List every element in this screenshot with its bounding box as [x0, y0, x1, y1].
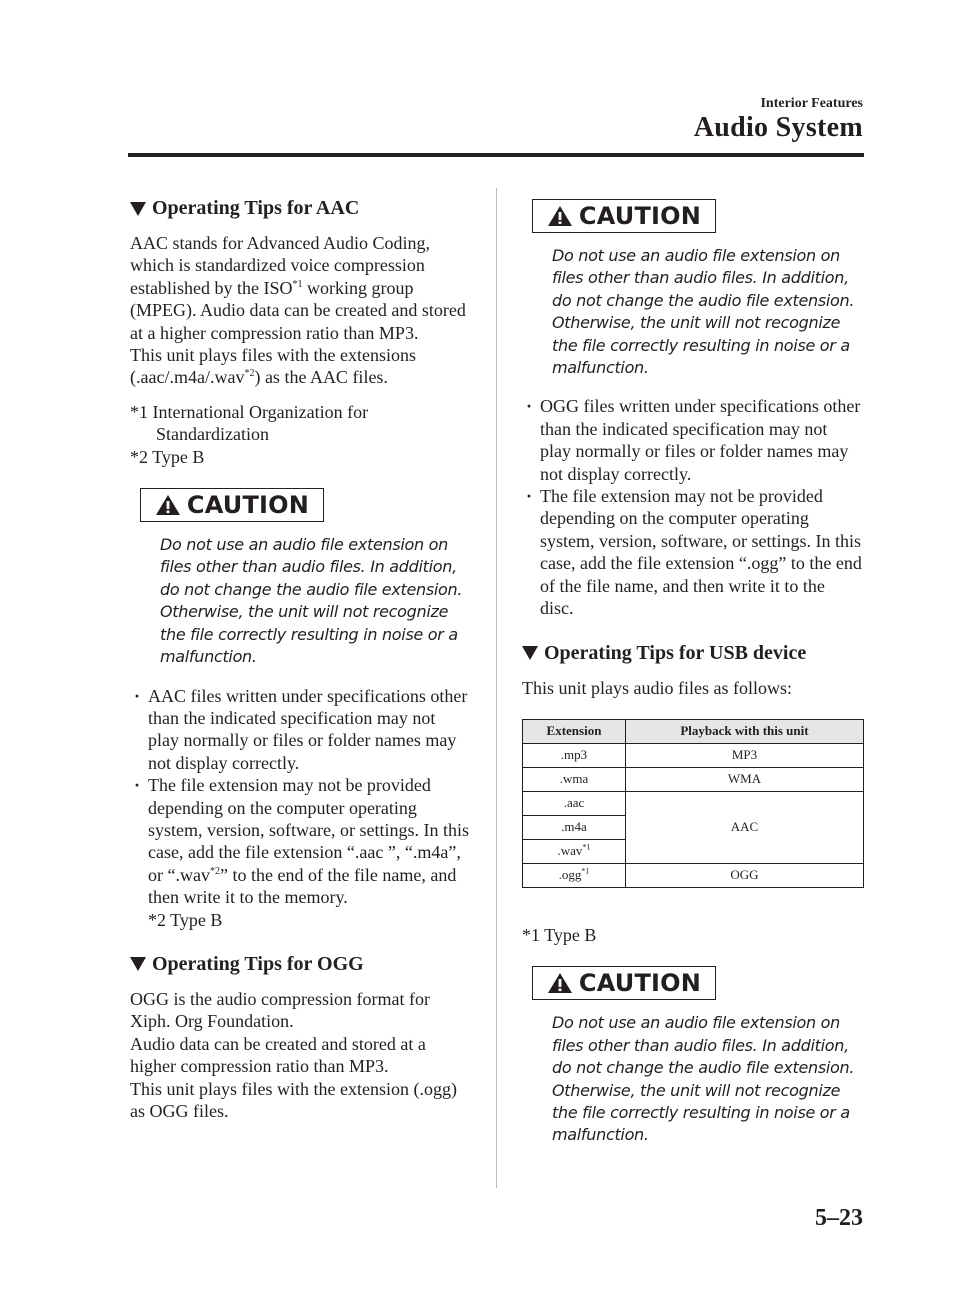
bullet-footnote: *2 Type B [148, 909, 223, 930]
extension-table [522, 719, 864, 888]
caution-label: CAUTION [578, 969, 702, 998]
usb-intro: This unit plays audio files as follows: [522, 677, 792, 698]
warning-triangle-icon [547, 205, 573, 227]
caution-label: CAUTION [186, 491, 310, 520]
table-cell-ext: .m4a [523, 815, 626, 839]
table-row [523, 791, 864, 815]
table-cell-ext [523, 839, 626, 863]
ogg-paragraph-3: This unit plays files with the extension (.ogg) as OGG files. [130, 1078, 457, 1121]
list-item: · The file extension may not be provided depending on the computer operating system, version, software, or settings. In this case, add the file extension “.ogg” to the end of the file name, and then write it to the disc. [522, 485, 862, 619]
table-row [523, 743, 864, 767]
table-cell-play: MP3 [625, 743, 863, 767]
ogg-heading [130, 953, 470, 976]
column-divider [496, 188, 497, 1188]
table-cell-play: WMA [625, 767, 863, 791]
header-section-label: Interior Features [760, 96, 863, 111]
table-header-row [523, 719, 864, 743]
aac-footnote-1: *1 International Organization for [130, 401, 369, 422]
right-column [522, 197, 862, 1147]
table-footnote-ref: *1 [582, 843, 591, 853]
table-cell-play: OGG [625, 863, 863, 887]
ogg-bullet-list [522, 395, 862, 619]
page-title: Audio System [693, 112, 863, 143]
table-cell-ext: .mp3 [523, 743, 626, 767]
aac-footnotes [130, 401, 470, 468]
ogg-heading-text: Operating Tips for OGG [152, 952, 364, 975]
caution-box [532, 966, 716, 1000]
aac-footnote-1-cont: Standardization [156, 424, 269, 445]
aac-paragraph-1 [130, 232, 470, 344]
caution-box [140, 488, 324, 522]
table-cell-ext-text: .wav [557, 843, 583, 859]
triangle-marker-icon [130, 957, 146, 971]
table-footnote: *1 Type B [522, 924, 597, 945]
warning-triangle-icon [155, 494, 181, 516]
aac-p2-text-a: This unit plays files with the extensions (.aac/.m4a/.wav [130, 345, 416, 388]
aac-p2-text-b: ) as the AAC files. [254, 367, 388, 388]
table-cell-play: AAC [625, 791, 863, 863]
table-row [523, 767, 864, 791]
ogg-paragraph-1: OGG is the audio compression format for Xiph. Org Foundation. [130, 988, 430, 1032]
usb-heading [522, 642, 862, 665]
table-cell-ext [523, 863, 626, 887]
bullet2-text-b: ” to the end of the file name, and then write it to the memory. [148, 864, 457, 908]
left-column [130, 197, 470, 1122]
warning-triangle-icon [547, 972, 573, 994]
aac-bullet-list [130, 685, 470, 909]
ogg-paragraph-2: Audio data can be created and stored at a higher compression ratio than MP3. [130, 1033, 426, 1077]
page-number: 5–23 [815, 1205, 863, 1231]
header-rule [128, 153, 864, 157]
aac-heading [130, 197, 470, 220]
table-footnote-ref: *1 [581, 867, 590, 877]
aac-p1-text-b: working group (MPEG). Audio data can be created and stored at a higher compression ratio than MP3. [130, 277, 466, 343]
aac-paragraph-2 [130, 344, 470, 389]
aac-footnote-2: *2 Type B [130, 446, 205, 467]
table-cell-ext: .aac [523, 791, 626, 815]
triangle-marker-icon [522, 646, 538, 660]
caution-text: Do not use an audio file extension on files other than audio files. In addition, do not change the audio file extension. Otherwise, the unit will not recognize the file correctly resulting in noise or a malfunction. [160, 535, 463, 667]
caution-text: Do not use an audio file extension on files other than audio files. In addition, do not change the audio file extension. Otherwise, the unit will not recognize the file correctly resulting in noise or a malfunction. [552, 246, 855, 378]
caution-box [532, 199, 716, 233]
aac-p1-footnote-ref: *1 [292, 278, 303, 290]
caution-text: Do not use an audio file extension on files other than audio files. In addition, do not change the audio file extension. Otherwise, the unit will not recognize the file correctly resulting in noise or a malfunction. [552, 1013, 855, 1145]
list-item: · OGG files written under specifications other than the indicated specification may not play normally or files or folder names may not display correctly. [522, 395, 862, 485]
list-item [130, 774, 470, 908]
aac-p1-text-a: AAC stands for Advanced Audio Coding, which is standardized voice compression established by the ISO [130, 233, 430, 298]
aac-p2-footnote-ref: *2 [244, 368, 255, 380]
triangle-marker-icon [130, 202, 146, 216]
usb-heading-text: Operating Tips for USB device [544, 641, 807, 664]
bullet2-text-a: The file extension may not be provided depending on the computer operating system, version, software, or settings. In this case, add the file extension “.aac ”, “.m4a”, or “.wav [148, 775, 469, 885]
aac-heading-text: Operating Tips for AAC [152, 197, 360, 219]
table-cell-ext-text: .ogg [558, 867, 582, 883]
table-row [523, 863, 864, 887]
list-item: · AAC files written under specifications other than the indicated specification may not play normally or files or folder names may not display correctly. [130, 685, 470, 775]
caution-label: CAUTION [578, 202, 702, 230]
table-cell-ext: .wma [523, 767, 626, 791]
table-header-playback: Playback with this unit [625, 719, 863, 743]
bullet2-footnote-ref: *2 [209, 865, 220, 877]
table-header-extension: Extension [523, 719, 626, 743]
